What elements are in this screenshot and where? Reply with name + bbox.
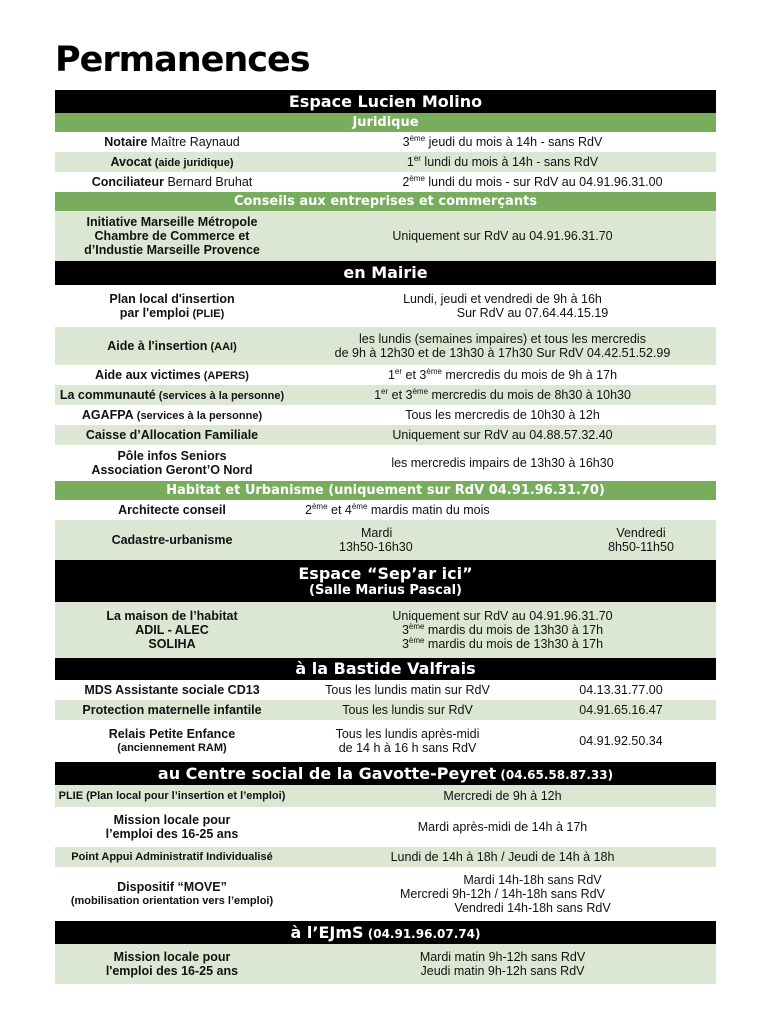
row-communaute <box>55 385 716 405</box>
service-schedule: Mardi après-midi de 14h à 17h <box>417 820 588 834</box>
page-title: Permanences <box>55 40 310 80</box>
row-mission-locale-ejms <box>55 944 716 984</box>
service-phone: 04.13.31.77.00 <box>579 683 663 697</box>
section-title: au Centre social de la Gavotte-Peyret <box>157 764 497 783</box>
service-label: Relais Petite Enfance (anciennement RAM) <box>108 727 236 754</box>
row-mission-locale <box>55 807 716 847</box>
service-label: Dispositif “MOVE” (mobilisation orientation vers l’emploi) <box>70 880 274 907</box>
row-move <box>55 867 716 921</box>
schedule-friday: Vendredi 8h50-11h50 <box>608 526 674 554</box>
service-label: Point Appui Administratif Individualisé <box>71 851 273 863</box>
section-header-ejms <box>55 921 716 944</box>
service-label: Avocat (aide juridique) <box>110 154 234 169</box>
service-schedule: 2ème lundi du mois - sur RdV au 04.91.96.31.00 <box>402 174 663 189</box>
section-header-lucien-molino <box>55 90 716 113</box>
section-phone: (04.65.58.87.33) <box>496 768 614 782</box>
section-title: Espace “Sep’ar ici” <box>298 564 473 583</box>
subsection-title: Habitat et Urbanisme (uniquement sur RdV 04.91.96.31.70) <box>166 482 605 498</box>
service-label: AGAFPA (services à la personne) <box>81 407 263 422</box>
subsection-juridique <box>55 113 716 132</box>
row-avocat <box>55 152 716 172</box>
permanences-table <box>55 90 716 984</box>
service-schedule: Uniquement sur RdV au 04.88.57.32.40 <box>392 428 613 442</box>
service-schedule: 1er et 3ème mercredis du mois de 8h30 à 10h30 <box>374 387 631 402</box>
service-label: MDS Assistante sociale CD13 <box>84 683 260 697</box>
service-schedule: les lundis (semaines impaires) et tous les mercredis de 9h à 12h30 et de 13h30 à 17h30 Sur RdV 04.42.51.52.99 <box>334 332 671 360</box>
row-initiative-marseille <box>55 211 716 261</box>
row-plie <box>55 285 716 327</box>
row-paai <box>55 847 716 867</box>
section-title: à l’EJmS <box>290 923 364 942</box>
row-maison-habitat <box>55 602 716 658</box>
service-schedule: Lundi, jeudi et vendredi de 9h à 16h Sur RdV au 07.64.44.15.19 <box>403 292 609 320</box>
row-caf <box>55 425 716 445</box>
row-agafpa <box>55 405 716 425</box>
section-header-separ-ici <box>55 560 716 602</box>
service-schedule: 3ème jeudi du mois à 14h - sans RdV <box>402 134 603 149</box>
service-schedule: Uniquement sur RdV au 04.91.96.31.70 3ème mardis du mois de 13h30 à 17h 3ème mardis du mois de 13h30 à 17h <box>392 609 613 651</box>
service-label: Cadastre-urbanisme <box>111 533 233 547</box>
service-schedule: 1er lundi du mois à 14h - sans RdV <box>406 154 599 169</box>
row-seniors <box>55 445 716 481</box>
section-phone: (04.91.96.07.74) <box>363 927 481 941</box>
row-apers <box>55 365 716 385</box>
service-schedule: Tous les lundis matin sur RdV <box>325 683 490 697</box>
row-relais <box>55 720 716 762</box>
service-label: Aide à l'insertion (AAI) <box>107 338 237 353</box>
service-schedule: Tous les mercredis de 10h30 à 12h <box>405 408 600 422</box>
service-schedule: 2ème et 4ème mardis matin du mois <box>305 502 490 517</box>
service-schedule: Mercredi de 9h à 12h <box>443 789 562 803</box>
service-label: Architecte conseil <box>118 503 226 517</box>
service-label: Plan local d'insertion par l'emploi (PLIE) <box>109 291 235 320</box>
section-title: Espace Lucien Molino <box>288 91 483 111</box>
subsection-title: Conseils aux entreprises et commerçants <box>233 193 538 209</box>
service-label: Aide aux victimes (APERS) <box>95 367 249 382</box>
service-schedule: Lundi de 14h à 18h / Jeudi de 14h à 18h <box>390 850 615 864</box>
service-label: Caisse d’Allocation Familiale <box>85 428 259 442</box>
service-label: Mission locale pour l’emploi des 16-25 ans <box>105 813 239 841</box>
section-header-bastide-valfrais <box>55 658 716 680</box>
service-schedule: Tous les lundis sur RdV <box>342 703 473 717</box>
row-pmi <box>55 700 716 720</box>
schedule-tuesday: Mardi 13h50-16h30 <box>339 526 413 554</box>
service-schedule: Tous les lundis après-midi de 14 h à 16 h sans RdV <box>335 727 480 755</box>
service-label: Conciliateur Bernard Bruhat <box>91 175 253 189</box>
service-label: La maison de l’habitat ADIL - ALEC SOLIHA <box>106 609 238 651</box>
service-phone: 04.91.92.50.34 <box>579 734 663 748</box>
service-label: La communauté (services à la personne) <box>59 387 285 402</box>
service-label: Protection maternelle infantile <box>82 703 262 717</box>
section-header-gavotte-peyret <box>55 762 716 785</box>
row-aai <box>55 327 716 365</box>
section-header-mairie <box>55 261 716 285</box>
service-schedule: 1er et 3ème mercredis du mois de 9h à 17h <box>387 367 618 382</box>
service-phone: 04.91.65.16.47 <box>579 703 663 717</box>
row-mds <box>55 680 716 700</box>
subsection-title: Juridique <box>352 114 419 130</box>
row-conciliateur <box>55 172 716 192</box>
service-label: Initiative Marseille Métropole Chambre de Commerce et d’Industie Marseille Provence <box>84 215 260 257</box>
service-label: Mission locale pour l'emploi des 16-25 ans <box>105 950 239 978</box>
section-subtitle: (Salle Marius Pascal) <box>309 583 462 598</box>
row-architecte <box>55 500 716 520</box>
service-schedule: Mardi 14h-18h sans RdV Mercredi 9h-12h / 14h-18h sans RdV Vendredi 14h-18h sans RdV <box>400 873 611 915</box>
section-title: à la Bastide Valfrais <box>295 659 476 678</box>
section-title: en Mairie <box>343 263 428 282</box>
service-schedule: les mercredis impairs de 13h30 à 16h30 <box>391 456 614 470</box>
row-notaire <box>55 132 716 152</box>
service-label: Pôle infos Seniors Association Geront’O Nord <box>91 449 253 477</box>
row-cadastre <box>55 520 716 560</box>
service-label: Notaire Maître Raynaud <box>104 135 240 149</box>
row-plie-gavotte <box>55 785 716 807</box>
service-label: PLIE (Plan local pour l’insertion et l’emploi) <box>58 790 286 802</box>
service-schedule: Uniquement sur RdV au 04.91.96.31.70 <box>392 229 613 243</box>
service-schedule: Mardi matin 9h-12h sans RdV Jeudi matin 9h-12h sans RdV <box>419 950 586 978</box>
subsection-habitat <box>55 481 716 500</box>
subsection-conseils <box>55 192 716 211</box>
